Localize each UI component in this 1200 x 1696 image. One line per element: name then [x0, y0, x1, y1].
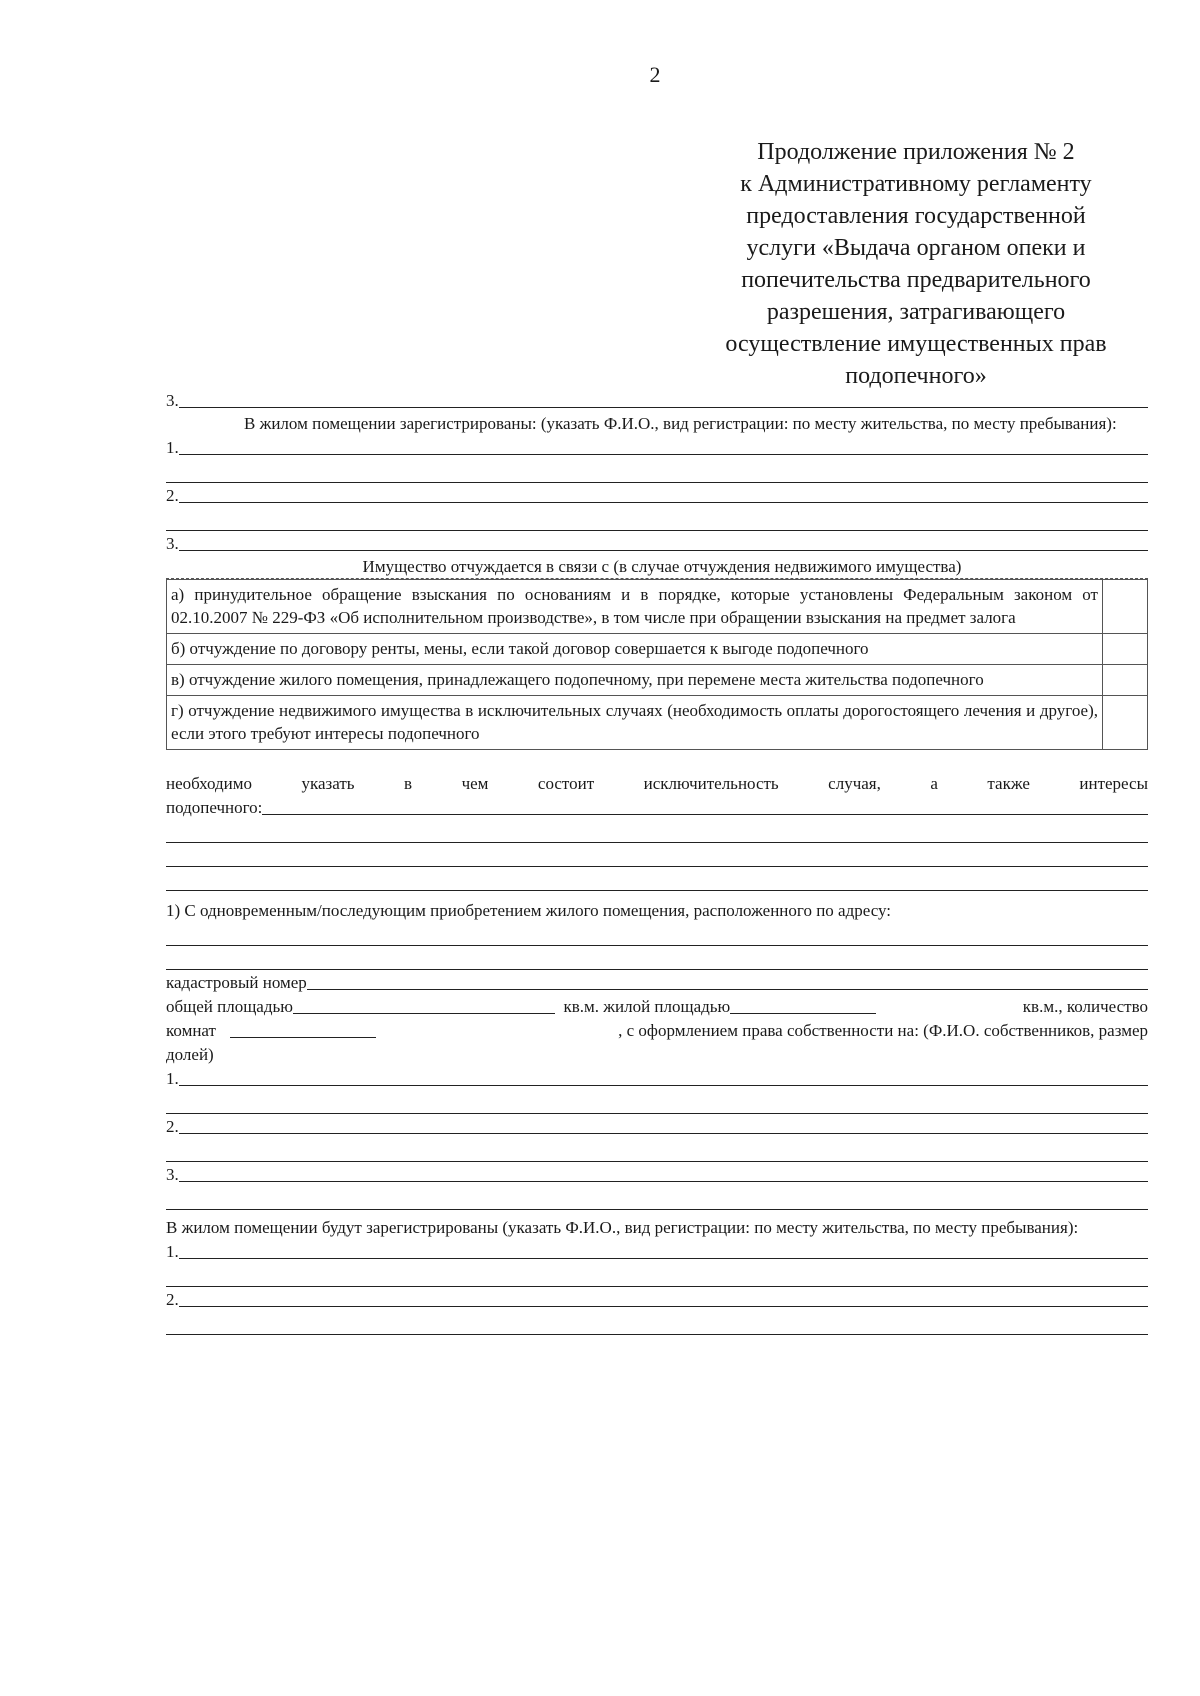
word: необходимо: [166, 774, 253, 793]
ownership-text: , с оформлением права собственности на: (Ф.И.О. собственников, размер: [618, 1021, 1148, 1040]
fill-line-continuation[interactable]: [166, 1138, 1148, 1162]
reason-text: б) отчуждение по договору ренты, мены, если такой договор совершается к выгоде подопечного: [167, 634, 1103, 665]
reasons-table: [166, 579, 1148, 750]
fill-line-address[interactable]: [166, 946, 1148, 970]
fill-line-item-3[interactable]: [166, 388, 1148, 412]
fill-line-continuation[interactable]: [166, 1186, 1148, 1210]
table-row: [167, 665, 1148, 696]
total-area-label: общей площадью: [166, 997, 293, 1016]
item-number: 3.: [166, 534, 179, 553]
appendix-header-line: попечительства предварительного: [741, 267, 1091, 293]
fill-rule: [179, 1180, 1148, 1182]
future-registered-intro: В жилом помещении будут зарегистрированы (указать Ф.И.О., вид регистрации: по месту жительства, по месту пребывания):: [166, 1218, 1079, 1237]
item-number: 3.: [166, 391, 179, 410]
item-number: 1.: [166, 438, 179, 457]
word: исключительность: [643, 774, 779, 793]
fill-line-continuation[interactable]: [166, 1090, 1148, 1114]
reason-text: а) принудительное обращение взыскания по основаниям и в порядке, которые установлены Федеральным законом от 02.10.2007 № 229-ФЗ «Об исполнительном производстве», в том числе при обращении взыскания на предмет залога: [167, 580, 1103, 634]
form-content: [166, 388, 1148, 1335]
fill-line-future-1[interactable]: [166, 1239, 1148, 1263]
table-row: [167, 634, 1148, 665]
item-number: 1.: [166, 1069, 179, 1088]
fill-rule: [179, 1132, 1148, 1134]
fill-line-owner-3[interactable]: [166, 1162, 1148, 1186]
fill-rule: [179, 1305, 1148, 1307]
appendix-header-line: к Административному регламенту: [740, 171, 1092, 197]
appendix-header-line: осуществление имущественных прав: [725, 331, 1107, 357]
appendix-header: [686, 136, 1146, 392]
table-row: [167, 696, 1148, 750]
fill-rule: [179, 549, 1148, 551]
fill-rule: [307, 988, 1148, 990]
fill-line-registered-3[interactable]: [166, 531, 1148, 555]
fill-line-continuation[interactable]: [166, 819, 1148, 843]
reason-text: в) отчуждение жилого помещения, принадлежащего подопечному, при перемене места жительства подопечного: [167, 665, 1103, 696]
rooms-label: комнат: [166, 1021, 216, 1040]
reason-checkbox[interactable]: [1103, 696, 1148, 750]
fill-rule: [179, 1257, 1148, 1259]
reasons-heading: Имущество отчуждается в связи с (в случае отчуждения недвижимого имущества): [166, 555, 1148, 579]
fill-line-owner-2[interactable]: [166, 1114, 1148, 1138]
fill-rule: [179, 453, 1148, 455]
fill-line-registered-2[interactable]: [166, 483, 1148, 507]
item-number: 2.: [166, 1117, 179, 1136]
appendix-header-line: подопечного»: [845, 363, 987, 389]
reason-checkbox[interactable]: [1103, 665, 1148, 696]
word: в: [404, 774, 413, 793]
fill-rule: [179, 406, 1148, 408]
fill-line-continuation[interactable]: [166, 843, 1148, 867]
word: также: [987, 774, 1030, 793]
living-area-label: кв.м. жилой площадью: [563, 997, 731, 1016]
item-number: 2.: [166, 486, 179, 505]
registered-intro: В жилом помещении зарегистрированы: (указать Ф.И.О., вид регистрации: по месту жительства, по месту пребывания):: [244, 414, 1117, 433]
word: указать: [301, 774, 355, 793]
word: случая,: [828, 774, 881, 793]
fill-line-registered-1[interactable]: [166, 435, 1148, 459]
fill-line-owner-1[interactable]: [166, 1066, 1148, 1090]
item-number: 1.: [166, 1242, 179, 1261]
word: чем: [461, 774, 489, 793]
exceptional-label: подопечного:: [166, 798, 263, 817]
appendix-header-line: предоставления государственной: [746, 203, 1086, 229]
word: состоит: [537, 774, 595, 793]
appendix-header-line: разрешения, затрагивающего: [766, 299, 1066, 325]
room-count-label: кв.м., количество: [1022, 997, 1148, 1016]
page-number: 2: [649, 62, 661, 87]
appendix-header-line: услуги «Выдача органом опеки и: [746, 235, 1086, 261]
fill-rule: [262, 813, 1148, 815]
fill-line-exceptional[interactable]: [166, 795, 1148, 819]
item-number: 2.: [166, 1290, 179, 1309]
table-row: [167, 580, 1148, 634]
reason-text: г) отчуждение недвижимого имущества в исключительных случаях (необходимость оплаты дорогостоящего лечения и другое), если этого требуют интересы подопечного: [167, 696, 1103, 750]
shares-line: [166, 1042, 1148, 1066]
fill-rule: [179, 1084, 1148, 1086]
word: а: [930, 774, 938, 793]
acquisition-text: 1) С одновременным/последующим приобретением жилого помещения, расположенного по адресу:: [166, 901, 892, 920]
total-area-field[interactable]: [293, 1012, 555, 1014]
word: интересы: [1079, 774, 1148, 793]
exceptional-case-line: [166, 772, 1148, 795]
appendix-header-line: Продолжение приложения № 2: [757, 139, 1075, 165]
reason-checkbox[interactable]: [1103, 634, 1148, 665]
fill-line-continuation[interactable]: [166, 1263, 1148, 1287]
fill-line-cadastral[interactable]: [166, 970, 1148, 994]
shares-label: долей): [166, 1045, 214, 1064]
fill-line-continuation[interactable]: [166, 459, 1148, 483]
living-area-field[interactable]: [730, 1012, 876, 1014]
fill-line-future-2[interactable]: [166, 1287, 1148, 1311]
rooms-field[interactable]: [230, 1036, 376, 1038]
fill-line-address[interactable]: [166, 922, 1148, 946]
reason-checkbox[interactable]: [1103, 580, 1148, 634]
rooms-line: [166, 1018, 1148, 1042]
cadastral-label: кадастровый номер: [166, 973, 307, 992]
fill-line-continuation[interactable]: [166, 867, 1148, 891]
area-line: [166, 994, 1148, 1018]
fill-line-continuation[interactable]: [166, 1311, 1148, 1335]
fill-rule: [179, 501, 1148, 503]
item-number: 3.: [166, 1165, 179, 1184]
fill-line-continuation[interactable]: [166, 507, 1148, 531]
